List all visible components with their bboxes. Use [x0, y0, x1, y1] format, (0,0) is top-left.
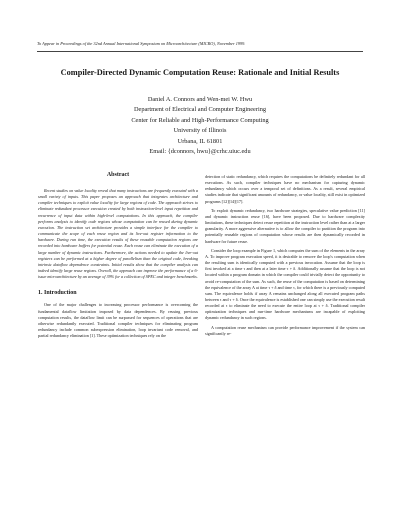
right-paragraph-2: To exploit dynamic redundancy, two hardware strategies, speculative value prediction [11] and dynamic instruction reuse [16], have been proposed. Due to hardware complexity limitations, these techniques detect reuse repetition at the instruction level rather than at a larger granularity. A more aggressive alternative is to allow the compiler to partition the program into potentially reusable regions of computation whose results are then dynamically recorded in hardware for future reuse.	[205, 207, 365, 244]
abstract-heading: Abstract	[106, 172, 130, 178]
abstract-text: Recent studies on value locality reveal that many instructions are frequently executed with a small variety of inputs. This paper proposes an approach that integrates architecture and compiler techniques to exploit value locality for large regions of code. The approach strives to eliminate redundant processor execution created by both instruction-level input repetition and recurrence of input data within high-level computations. In this approach, the compiler performs analysis to identify code regions whose computation can be reused during dynamic execution. The instruction set architecture provides a simple interface for the compiler to communicate the scope of each reuse region and its live-out register information to the hardware. During run time, the execution results of these reusable computation regions are recorded into hardware buffers for potential reuse. Each reuse can eliminate the execution of a large number of dynamic instructions. Furthermore, the actions needed to update the live-out registers can be performed at a higher degree of parallelism than the original code, breaking intrinsic dataflow dependence constraints. Initial results show that the compiler analysis can indeed identify large reuse regions. Overall, the approach can improve the performance of a 6-issue microarchitecture by an average of 39% for a collection of SPEC and integer benchmarks.	[38, 188, 198, 280]
author-names: Daniel A. Connors and Wen-mei W. Hwu	[147, 96, 253, 103]
university: University of Illinois	[173, 127, 227, 135]
introduction-heading: 1. Introduction	[38, 290, 77, 297]
research-center: Center for Reliable and High-Performance Computing	[131, 116, 269, 124]
header-divider	[37, 51, 363, 52]
right-paragraph-4: A computation reuse mechanism can provide performance improvement if the system can significantly re-	[205, 324, 365, 336]
left-column	[38, 172, 198, 342]
email: Email: {dconnors, hwu}@crhc.uiuc.edu	[149, 148, 251, 156]
right-column	[205, 174, 365, 340]
city: Urbana, IL 61801	[177, 137, 223, 145]
paper-title: Compiler-Directed Dynamic Computation Reuse: Rationale and Initial Results	[60, 68, 340, 77]
author-block	[20, 95, 380, 157]
right-paragraph-1: detection of static redundancy, which requires the computations be definitely redundant for all executions. As such, compiler techniques have no mechanism for capturing dynamic redundancy which occurs over a temporal set of definitions. As a result, several empirical studies indicate that significant amounts of redundancy, or value locality, still exist in optimized programs [12][14][17].	[205, 174, 365, 204]
intro-paragraph-1: One of the major challenges to increasing processor performance is overcoming the fundamental dataflow limitation imposed by data dependences. By reusing previous computation results, the dataflow limit can be surpassed for sequences of operations that are otherwise redundantly executed. Traditional compiler techniques for eliminating program redundancy include common subexpression elimination, loop invariant code removal, and partial redundancy elimination [1]. These optimization techniques rely on the	[38, 302, 198, 339]
department: Department of Electrical and Computer Engineering	[133, 106, 266, 114]
conference-note: To Appear in Proceedings of the 32nd Annual International Symposium on Microarchitecture (MICRO), November 1999.	[37, 41, 246, 46]
right-paragraph-3: Consider the loop example in Figure 1, which computes the sum of the elements in the array A. To improve program execution speed, it is desirable to remove the loop's computation when the resulting sum is identically computed with a previous invocation. Assume that the loop is first invoked at a time τ and then at a later time τ + δ. Additionally assume that the loop is not located within a program domain in which the compiler could trivially detect the opportunity to avoid re-computation of the sum. As such, the reuse of the computation is based on determining the equivalence of the array A at time τ + δ and time τ, for which there is a previously computed sum. The equivalence holds if array A remains unchanged along all executed program paths between τ and τ + δ. Once the equivalence is established one can simply use the execution result recorded at τ to eliminate the need to execute the entire loop at τ + δ. Traditional compiler optimization techniques and run-time hardware mechanisms are incapable of exploiting dynamic redundancy in such regions.	[205, 247, 365, 321]
